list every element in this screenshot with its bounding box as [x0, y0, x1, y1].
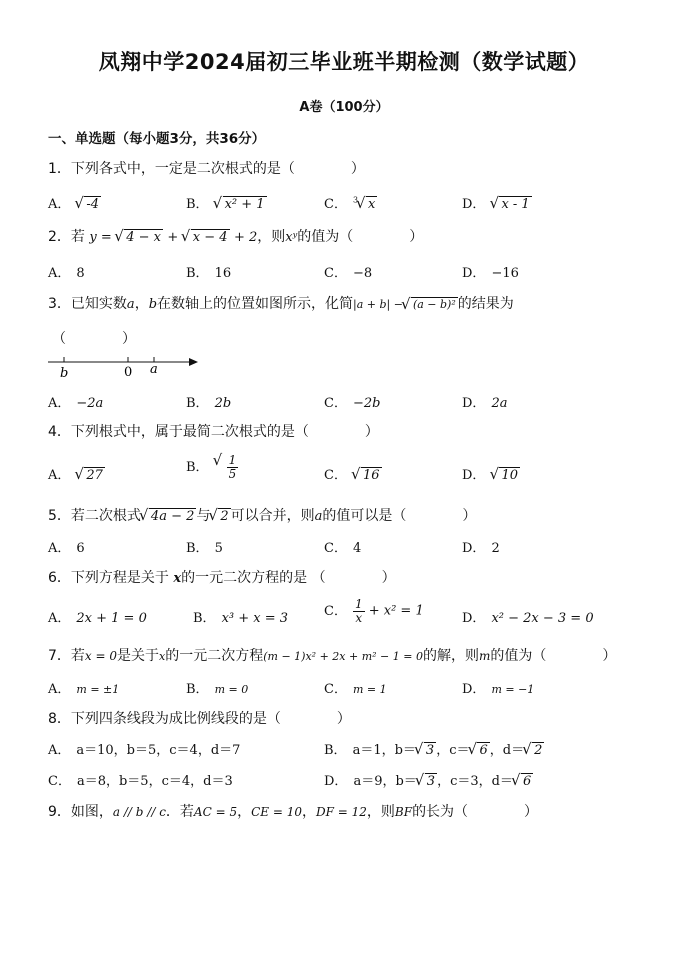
q2-option-a: A． 8	[48, 266, 85, 281]
q7-option-a: A． m = ±1	[48, 682, 120, 697]
q8-option-b: B． a＝1，b＝√ 3 ，c＝√ 6 ，d＝√ 2	[324, 739, 544, 758]
q3-option-a: A． −2a	[48, 396, 104, 411]
question-4: 4．下列根式中，属于最简二次根式的是（ ）	[48, 424, 379, 440]
q4-option-c: C．√ 16	[324, 464, 382, 483]
q1-option-b: B．√ x² + 1	[186, 193, 267, 212]
question-9: 9．如图，a // b // c．若AC = 5，CE = 10，DF = 12，则BF的长为（ ）	[48, 804, 539, 820]
q3-option-c: C． −2b	[324, 396, 381, 411]
q4-option-a: A．√ 27	[48, 464, 105, 483]
question-6: 6．下列方程是关于 x的一元二次方程的是 （ ）	[48, 570, 396, 586]
q3-option-b: B． 2b	[186, 396, 232, 411]
q2-option-c: C． −8	[324, 266, 373, 281]
question-3: 3．已知实数a，b在数轴上的位置如图所示，化简|a + b| −√ (a − b)² 的结果为	[48, 293, 514, 313]
label-zero: 0	[124, 365, 133, 380]
q8-option-d: D． a＝9，b＝√ 3 ，c＝3，d＝√ 6	[324, 770, 533, 789]
q2-option-b: B． 16	[186, 266, 232, 281]
q8-option-a: A． a＝10，b＝5，c＝4，d＝7	[48, 743, 241, 758]
question-5: 5．若二次根式√ 4a − 2 与√ 2 可以合并，则a的值可以是（ ）	[48, 505, 476, 525]
question-7: 7．若x = 0是关于x的一元二次方程(m − 1)x² + 2x + m² − 1 = 0的解，则m的值为（ ）	[48, 648, 617, 664]
q6-option-a: A． 2x + 1 = 0	[48, 611, 147, 626]
q7-option-b: B． m = 0	[186, 682, 249, 697]
exam-title: 凤翔中学2024届初三毕业班半期检测（数学试题）	[98, 50, 590, 74]
label-b: b	[60, 366, 69, 380]
q1-option-a: A．√ -4	[48, 193, 101, 212]
question-2: 2．若 y = √ 4 − x + √ x − 4 + 2，则xʸ的值为（ ）	[48, 226, 423, 246]
section-title: 一、单选题（每小题3分，共36分）	[48, 131, 266, 147]
q2-option-d: D． −16	[462, 266, 519, 281]
q7-option-d: D． m = −1	[462, 682, 535, 697]
question-8: 8．下列四条线段为成比例线段的是（ ）	[48, 711, 351, 727]
q7-option-c: C． m = 1	[324, 682, 387, 697]
question-1: 1．下列各式中，一定是二次根式的是（ ）	[48, 161, 365, 177]
paper-label: A卷（100分）	[299, 100, 389, 115]
q1-option-c: C． $^3$√ x	[324, 193, 377, 212]
q3-option-d: D． 2a	[462, 396, 508, 411]
q5-option-d: D． 2	[462, 541, 500, 556]
q4-option-b: B． √ $\frac{1}{5}$	[186, 454, 240, 480]
number-line-figure	[48, 350, 208, 380]
q5-option-c: C． 4	[324, 541, 362, 556]
q3-answer-paren: （ ）	[52, 331, 136, 347]
q6-option-d: D． x² − 2x − 3 = 0	[462, 611, 594, 626]
q4-option-d: D．√ 10	[462, 464, 520, 483]
axis-arrow	[189, 358, 198, 366]
label-a: a	[150, 362, 158, 377]
q5-option-a: A． 6	[48, 541, 85, 556]
q6-option-c: C． $\frac{1}{x}$ + x² = 1	[324, 597, 424, 625]
q5-option-b: B． 5	[186, 541, 223, 556]
q6-option-b: B． x³ + x = 3	[193, 611, 289, 626]
q8-option-c: C． a＝8，b＝5，c＝4，d＝3	[48, 774, 233, 789]
q1-option-d: D．√ x - 1	[462, 193, 532, 212]
